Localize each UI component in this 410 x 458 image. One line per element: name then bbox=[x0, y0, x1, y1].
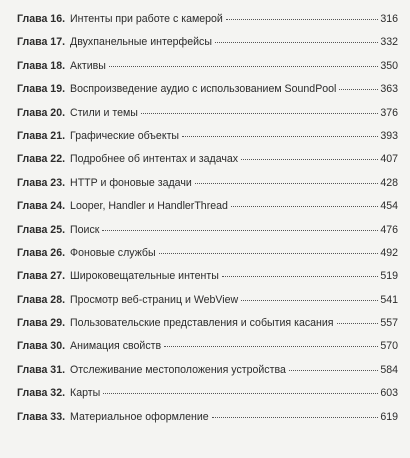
dot-leader bbox=[141, 112, 378, 114]
chapter-title: Анимация свойств bbox=[70, 340, 162, 353]
dot-leader bbox=[241, 158, 378, 160]
toc-entry-chapter-20 bbox=[17, 107, 398, 130]
chapter-number: Глава 27. bbox=[17, 270, 66, 283]
chapter-title: Двухпанельные интерфейсы bbox=[70, 36, 212, 49]
page-number: 332 bbox=[380, 36, 398, 49]
page-number: 428 bbox=[380, 176, 398, 189]
toc-entry-chapter-32 bbox=[17, 387, 398, 410]
chapter-number: Глава 16. bbox=[17, 13, 66, 25]
toc-entry-chapter-26 bbox=[17, 247, 398, 270]
page-number: 557 bbox=[380, 317, 398, 330]
dot-leader bbox=[195, 182, 379, 184]
chapter-title: Широковещательные интенты bbox=[70, 270, 219, 283]
chapter-number: Глава 28. bbox=[17, 293, 66, 306]
dot-leader bbox=[164, 345, 378, 347]
chapter-title: Воспроизведение аудио с использованием SoundPool bbox=[70, 83, 337, 96]
page-number: 492 bbox=[380, 246, 398, 259]
chapter-title: Looper, Handler и HandlerThread bbox=[70, 200, 228, 213]
chapter-number: Глава 18. bbox=[17, 59, 66, 72]
toc-entry-chapter-27 bbox=[17, 270, 398, 293]
chapter-title: Пользовательские представления и события касания bbox=[70, 317, 334, 330]
page-number: 619 bbox=[380, 410, 398, 423]
chapter-title: HTTP и фоновые задачи bbox=[70, 176, 192, 189]
page-number: 407 bbox=[380, 153, 398, 166]
chapter-title: Стили и темы bbox=[70, 106, 138, 119]
page-number: 393 bbox=[380, 129, 398, 142]
dot-leader bbox=[222, 275, 378, 277]
chapter-number: Глава 22. bbox=[17, 153, 66, 166]
chapter-title: Подробнее об интентах и задачах bbox=[70, 153, 239, 166]
chapter-title: Отслеживание местоположения устройства bbox=[70, 363, 286, 376]
chapter-number: Глава 24. bbox=[17, 200, 66, 213]
page-number: 376 bbox=[380, 106, 398, 119]
chapter-title: Карты bbox=[70, 387, 101, 400]
chapter-number: Глава 33. bbox=[17, 410, 66, 423]
dot-leader bbox=[182, 135, 378, 137]
dot-leader bbox=[337, 322, 379, 324]
toc-entry-chapter-33 bbox=[17, 411, 398, 434]
toc-entry-chapter-21 bbox=[17, 130, 398, 153]
toc-entry-chapter-16 bbox=[17, 13, 398, 36]
toc-entry-chapter-28 bbox=[17, 294, 398, 317]
page-number: 603 bbox=[380, 387, 398, 400]
chapter-number: Глава 23. bbox=[17, 176, 66, 189]
chapter-number: Глава 31. bbox=[17, 363, 66, 376]
dot-leader bbox=[212, 416, 379, 418]
dot-leader bbox=[226, 18, 378, 20]
chapter-number: Глава 30. bbox=[17, 340, 66, 353]
chapter-title: Просмотр веб-страниц и WebView bbox=[70, 293, 239, 306]
toc-entry-chapter-23 bbox=[17, 177, 398, 200]
dot-leader bbox=[339, 88, 378, 90]
page-number: 350 bbox=[380, 59, 398, 72]
chapter-number: Глава 29. bbox=[17, 317, 66, 330]
chapter-number: Глава 32. bbox=[17, 387, 66, 400]
toc-entry-chapter-24 bbox=[17, 200, 398, 223]
page-number: 454 bbox=[380, 200, 398, 213]
chapter-title: Активы bbox=[70, 59, 106, 72]
page-number: 316 bbox=[380, 13, 398, 25]
chapter-title: Графические объекты bbox=[70, 129, 180, 142]
page-number: 519 bbox=[380, 270, 398, 283]
dot-leader bbox=[109, 65, 378, 67]
chapter-number: Глава 20. bbox=[17, 106, 66, 119]
chapter-title: Фоновые службы bbox=[70, 246, 156, 259]
chapter-number: Глава 21. bbox=[17, 129, 66, 142]
chapter-title: Интенты при работе с камерой bbox=[70, 13, 223, 25]
dot-leader bbox=[241, 299, 378, 301]
dot-leader bbox=[103, 392, 378, 394]
toc-entry-chapter-31 bbox=[17, 364, 398, 387]
dot-leader bbox=[215, 41, 378, 43]
page-number: 541 bbox=[380, 293, 398, 306]
toc-entry-chapter-22 bbox=[17, 153, 398, 176]
toc-entry-chapter-19 bbox=[17, 83, 398, 106]
toc-entry-chapter-18 bbox=[17, 60, 398, 83]
toc-entry-chapter-17 bbox=[17, 36, 398, 59]
page-number: 584 bbox=[380, 363, 398, 376]
dot-leader bbox=[289, 369, 378, 371]
table-of-contents bbox=[17, 13, 398, 434]
chapter-number: Глава 19. bbox=[17, 83, 66, 96]
toc-entry-chapter-29 bbox=[17, 317, 398, 340]
dot-leader bbox=[102, 229, 378, 231]
page-number: 570 bbox=[380, 340, 398, 353]
chapter-number: Глава 26. bbox=[17, 246, 66, 259]
page-number: 476 bbox=[380, 223, 398, 236]
chapter-title: Материальное оформление bbox=[70, 410, 209, 423]
toc-entry-chapter-25 bbox=[17, 224, 398, 247]
chapter-number: Глава 17. bbox=[17, 36, 66, 49]
dot-leader bbox=[159, 252, 379, 254]
chapter-number: Глава 25. bbox=[17, 223, 66, 236]
page-number: 363 bbox=[380, 83, 398, 96]
dot-leader bbox=[231, 205, 378, 207]
chapter-title: Поиск bbox=[70, 223, 100, 236]
toc-entry-chapter-30 bbox=[17, 340, 398, 363]
